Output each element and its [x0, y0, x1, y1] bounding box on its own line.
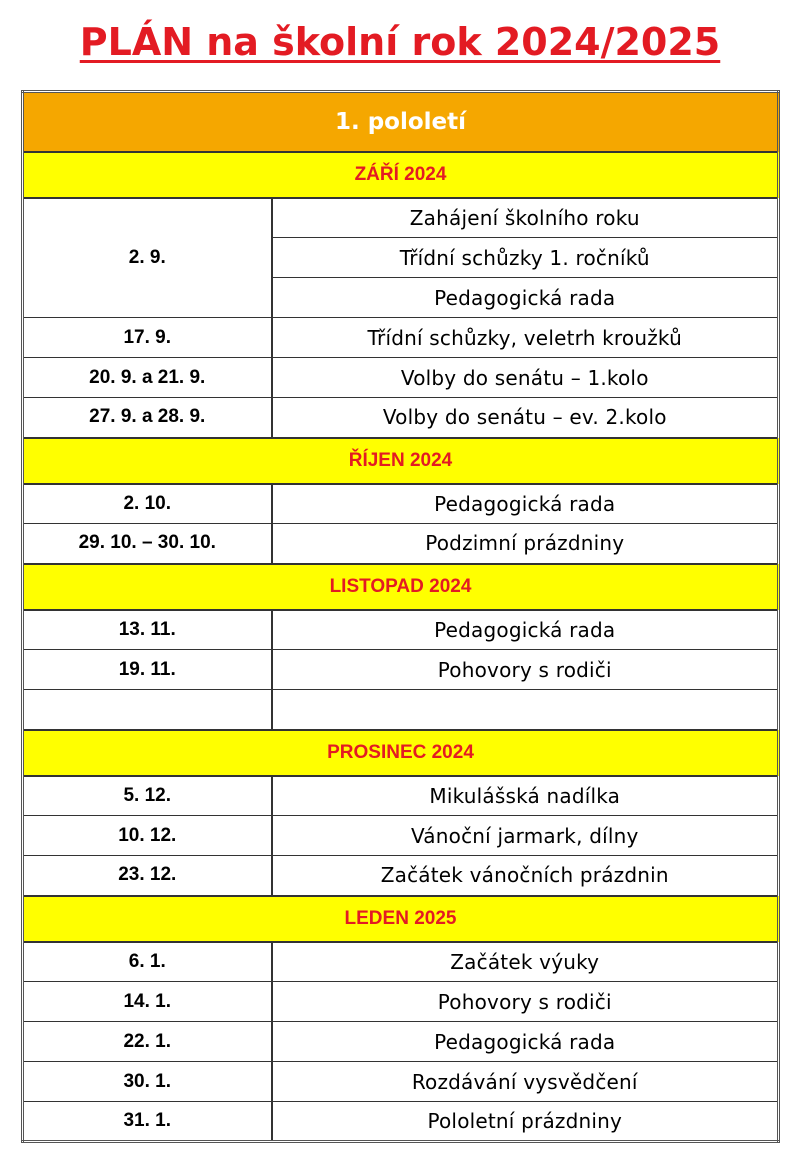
event-description: Třídní schůzky, veletrh kroužků [272, 318, 779, 358]
month-header: LISTOPAD 2024 [23, 564, 779, 610]
event-date: 30. 1. [23, 1062, 272, 1102]
table-row [23, 198, 779, 238]
event-date: 20. 9. a 21. 9. [23, 358, 272, 398]
month-header: ŘÍJEN 2024 [23, 438, 779, 484]
table-row [23, 398, 779, 438]
event-description: Vánoční jarmark, dílny [272, 816, 779, 856]
event-description: Pedagogická rada [272, 610, 779, 650]
event-description: Volby do senátu – 1.kolo [272, 358, 779, 398]
semester-header-row [23, 92, 779, 152]
table-row [23, 1022, 779, 1062]
month-header-row [23, 438, 779, 484]
plan-table [21, 90, 780, 1143]
event-description: Pedagogická rada [272, 1022, 779, 1062]
month-header: PROSINEC 2024 [23, 730, 779, 776]
event-description: Podzimní prázdniny [272, 524, 779, 564]
event-date: 2. 9. [23, 198, 272, 318]
table-row [23, 690, 779, 730]
event-date: 6. 1. [23, 942, 272, 982]
month-header-row [23, 896, 779, 942]
semester-header: 1. pololetí [23, 92, 779, 152]
table-row [23, 524, 779, 564]
event-description: Začátek vánočních prázdnin [272, 856, 779, 896]
event-date: 27. 9. a 28. 9. [23, 398, 272, 438]
event-description [272, 690, 779, 730]
event-date: 31. 1. [23, 1102, 272, 1142]
event-date: 19. 11. [23, 650, 272, 690]
table-row [23, 318, 779, 358]
table-row [23, 1062, 779, 1102]
event-date: 29. 10. – 30. 10. [23, 524, 272, 564]
month-header-row [23, 730, 779, 776]
event-description: Třídní schůzky 1. ročníků [272, 238, 779, 278]
event-description: Volby do senátu – ev. 2.kolo [272, 398, 779, 438]
event-date: 5. 12. [23, 776, 272, 816]
event-description: Pedagogická rada [272, 278, 779, 318]
table-row [23, 776, 779, 816]
plan-table-body [23, 92, 779, 1142]
table-row [23, 610, 779, 650]
table-row [23, 982, 779, 1022]
table-row [23, 484, 779, 524]
table-row [23, 1102, 779, 1142]
event-description: Pedagogická rada [272, 484, 779, 524]
event-description: Zahájení školního roku [272, 198, 779, 238]
table-row [23, 650, 779, 690]
table-row [23, 816, 779, 856]
event-description: Pololetní prázdniny [272, 1102, 779, 1142]
event-date: 17. 9. [23, 318, 272, 358]
event-date: 13. 11. [23, 610, 272, 650]
month-header-row [23, 152, 779, 198]
page-title: PLÁN na školní rok 2024/2025 [79, 20, 721, 64]
event-date [23, 690, 272, 730]
month-header: ZÁŘÍ 2024 [23, 152, 779, 198]
table-row [23, 358, 779, 398]
event-date: 14. 1. [23, 982, 272, 1022]
month-header: LEDEN 2025 [23, 896, 779, 942]
event-description: Pohovory s rodiči [272, 982, 779, 1022]
event-description: Začátek výuky [272, 942, 779, 982]
table-row [23, 942, 779, 982]
event-date: 22. 1. [23, 1022, 272, 1062]
event-date: 2. 10. [23, 484, 272, 524]
table-row [23, 856, 779, 896]
event-description: Mikulášská nadílka [272, 776, 779, 816]
event-date: 10. 12. [23, 816, 272, 856]
event-description: Pohovory s rodiči [272, 650, 779, 690]
event-description: Rozdávání vysvědčení [272, 1062, 779, 1102]
event-date: 23. 12. [23, 856, 272, 896]
month-header-row [23, 564, 779, 610]
